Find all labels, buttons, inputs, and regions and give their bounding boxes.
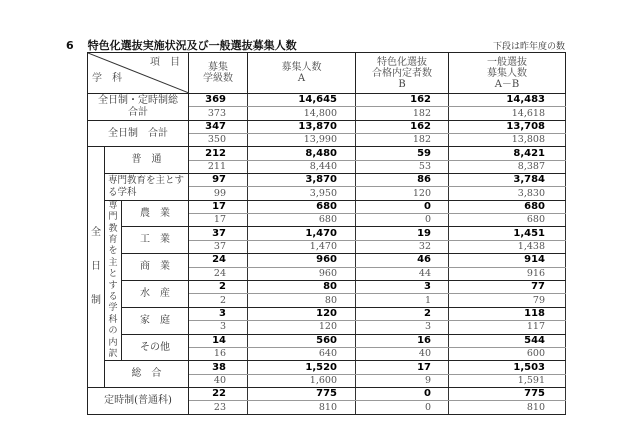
current-value: 212 (189, 147, 248, 160)
previous-year-value: 13,808 (449, 134, 566, 147)
previous-year-value: 211 (189, 160, 248, 173)
current-value: 16 (356, 334, 449, 347)
row-label: 家 庭 (122, 307, 189, 334)
current-value: 37 (189, 227, 248, 240)
previous-year-value: 916 (449, 267, 566, 280)
table-row (88, 94, 566, 107)
current-value: 120 (248, 307, 356, 320)
header-subject: 学 科 (92, 73, 122, 84)
current-value: 118 (449, 307, 566, 320)
current-value: 162 (356, 94, 449, 107)
current-value: 3,870 (248, 174, 356, 187)
header-special-b: 特色化選抜 合格内定者数 B (356, 53, 449, 94)
table-row (88, 307, 566, 320)
previous-year-value: 182 (356, 107, 449, 120)
current-value: 1,470 (248, 227, 356, 240)
previous-year-value: 680 (449, 214, 566, 227)
previous-year-value: 810 (248, 401, 356, 414)
previous-year-value: 13,990 (248, 134, 356, 147)
previous-year-value: 1,438 (449, 240, 566, 253)
section-number: 6 (66, 39, 74, 52)
previous-year-value: 32 (356, 240, 449, 253)
current-value: 2 (356, 307, 449, 320)
table-row (88, 334, 566, 347)
zennichi-char: 日 (91, 261, 101, 273)
current-value: 46 (356, 254, 449, 267)
previous-year-value: 79 (449, 294, 566, 307)
current-value: 77 (449, 281, 566, 294)
previous-year-value: 600 (449, 348, 566, 361)
previous-year-value: 120 (248, 321, 356, 334)
previous-year-value: 3,950 (248, 187, 356, 200)
previous-year-value: 99 (189, 187, 248, 200)
previous-year-value: 53 (356, 160, 449, 173)
previous-year-value: 640 (248, 348, 356, 361)
previous-year-value: 24 (189, 267, 248, 280)
table-row (88, 147, 566, 160)
zennichi-group-label (88, 147, 105, 388)
header-general-ab: 一般選抜 募集人数 A－B (449, 53, 566, 94)
current-value: 162 (356, 120, 449, 133)
previous-year-value: 3 (189, 321, 248, 334)
table-row (88, 254, 566, 267)
current-value: 369 (189, 94, 248, 107)
previous-year-value: 80 (248, 294, 356, 307)
current-value: 3 (189, 307, 248, 320)
header-quota-a: 募集人数 A (248, 53, 356, 94)
previous-year-value: 373 (189, 107, 248, 120)
previous-year-value: 2 (189, 294, 248, 307)
table-row (88, 200, 566, 213)
zennichi-char: 全 (91, 227, 101, 239)
previous-year-value: 44 (356, 267, 449, 280)
current-value: 680 (248, 200, 356, 213)
current-value: 17 (189, 200, 248, 213)
row-label: 水 産 (122, 281, 189, 308)
current-value: 80 (248, 281, 356, 294)
current-value: 3 (356, 281, 449, 294)
row-label: 普 通 (105, 147, 189, 174)
row-label: 全日制・定時制総合計 (88, 94, 189, 121)
row-label: 専門教育を主とする学科 (105, 174, 189, 201)
current-value: 680 (449, 200, 566, 213)
senmon-breakdown-label: 専門教育を主とする学科の内訳 (105, 200, 122, 361)
row-label: 商 業 (122, 254, 189, 281)
current-value: 24 (189, 254, 248, 267)
previous-year-value: 1 (356, 294, 449, 307)
title-text: 特色化選抜実施状況及び一般選抜募集人数 (87, 39, 297, 52)
previous-year-value: 680 (248, 214, 356, 227)
previous-year-value: 182 (356, 134, 449, 147)
current-value: 1,520 (248, 361, 356, 374)
header-item: 項 目 (150, 57, 180, 68)
previous-year-value: 1,470 (248, 240, 356, 253)
document-title (66, 37, 297, 53)
current-value: 0 (356, 200, 449, 213)
current-value: 38 (189, 361, 248, 374)
current-value: 2 (189, 281, 248, 294)
current-value: 14 (189, 334, 248, 347)
previous-year-value: 1,591 (449, 374, 566, 387)
row-label: 工 業 (122, 227, 189, 254)
previous-year-value: 1,600 (248, 374, 356, 387)
current-value: 86 (356, 174, 449, 187)
current-value: 59 (356, 147, 449, 160)
current-value: 22 (189, 388, 248, 401)
row-label: 総 合 (105, 361, 189, 388)
current-value: 1,503 (449, 361, 566, 374)
current-value: 13,708 (449, 120, 566, 133)
table-row (88, 174, 566, 187)
previous-year-value: 8,387 (449, 160, 566, 173)
current-value: 8,480 (248, 147, 356, 160)
current-value: 0 (356, 388, 449, 401)
previous-year-value: 120 (356, 187, 449, 200)
lower-row-note: 下段は昨年度の数 (492, 42, 565, 52)
previous-year-value: 3,830 (449, 187, 566, 200)
current-value: 775 (449, 388, 566, 401)
current-value: 14,645 (248, 94, 356, 107)
previous-year-value: 37 (189, 240, 248, 253)
previous-year-value: 8,440 (248, 160, 356, 173)
previous-year-value: 0 (356, 214, 449, 227)
previous-year-value: 3 (356, 321, 449, 334)
current-value: 97 (189, 174, 248, 187)
previous-year-value: 960 (248, 267, 356, 280)
row-label: その他 (122, 334, 189, 361)
recruitment-table (87, 52, 566, 415)
previous-year-value: 14,800 (248, 107, 356, 120)
current-value: 1,451 (449, 227, 566, 240)
row-label: 定時制(普通科) (88, 388, 189, 415)
table-row (88, 388, 566, 401)
current-value: 19 (356, 227, 449, 240)
current-value: 775 (248, 388, 356, 401)
diagonal-header-cell (88, 53, 189, 94)
table-row (88, 361, 566, 374)
previous-year-value: 810 (449, 401, 566, 414)
zennichi-char: 制 (91, 295, 101, 307)
previous-year-value: 350 (189, 134, 248, 147)
previous-year-value: 117 (449, 321, 566, 334)
current-value: 17 (356, 361, 449, 374)
previous-year-value: 0 (356, 401, 449, 414)
current-value: 960 (248, 254, 356, 267)
previous-year-value: 17 (189, 214, 248, 227)
previous-year-value: 23 (189, 401, 248, 414)
header-classes: 募集 学級数 (189, 53, 248, 94)
current-value: 544 (449, 334, 566, 347)
row-label: 全日制 合計 (88, 120, 189, 147)
table-row (88, 120, 566, 133)
previous-year-value: 40 (356, 348, 449, 361)
current-value: 914 (449, 254, 566, 267)
previous-year-value: 9 (356, 374, 449, 387)
table-row (88, 281, 566, 294)
current-value: 13,870 (248, 120, 356, 133)
current-value: 8,421 (449, 147, 566, 160)
current-value: 347 (189, 120, 248, 133)
previous-year-value: 40 (189, 374, 248, 387)
row-label: 農 業 (122, 200, 189, 227)
previous-year-value: 16 (189, 348, 248, 361)
table-row (88, 227, 566, 240)
current-value: 14,483 (449, 94, 566, 107)
current-value: 560 (248, 334, 356, 347)
previous-year-value: 14,618 (449, 107, 566, 120)
current-value: 3,784 (449, 174, 566, 187)
